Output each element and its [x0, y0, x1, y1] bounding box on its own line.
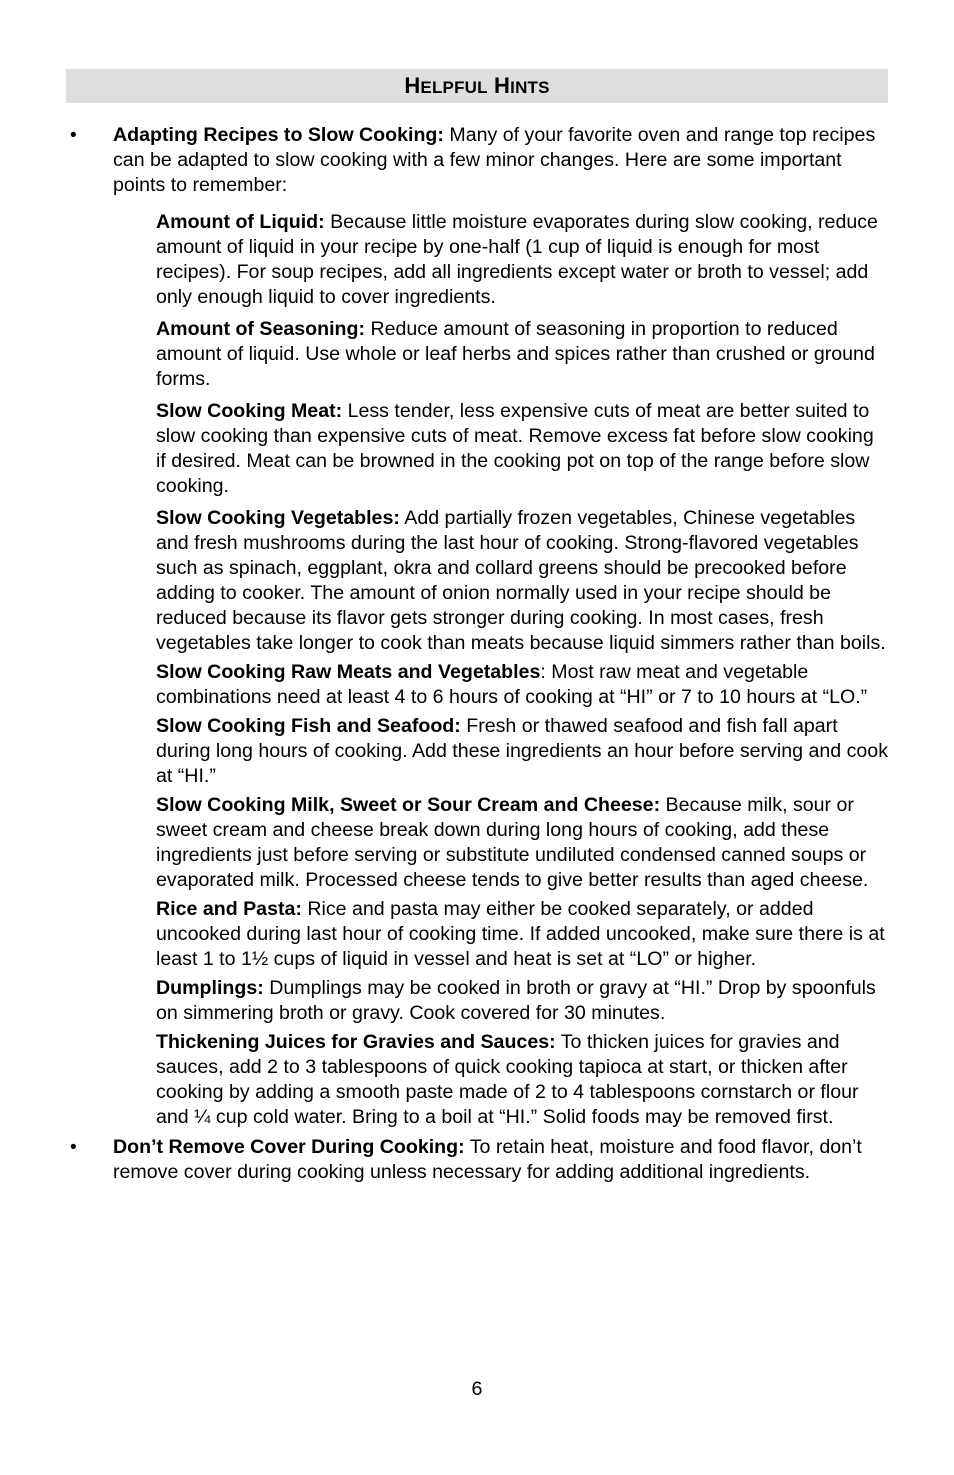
sub-heading: Slow Cooking Fish and Seafood: — [156, 715, 461, 737]
sub-heading: Rice and Pasta: — [156, 898, 302, 920]
sub-item-fish-and-seafood — [156, 714, 888, 789]
sub-item-amount-of-liquid — [156, 210, 888, 310]
hints-content — [66, 123, 888, 1185]
sub-text: Dumplings may be cooked in broth or gravy at “HI.” Drop by spoonfuls on simmering broth or gravy. Cook covered for 30 minutes. — [156, 977, 876, 1024]
hint-bullet-dont-remove-cover — [66, 1135, 888, 1185]
section-title-banner — [66, 69, 888, 103]
bullet-mark: • — [70, 125, 77, 146]
hint-heading: Don’t Remove Cover During Cooking: — [113, 1136, 465, 1158]
sub-item-dumplings — [156, 976, 888, 1026]
title-rest-2: INTS — [510, 78, 550, 97]
sub-item-milk-cream-cheese — [156, 793, 888, 893]
sub-heading: Slow Cooking Raw Meats and Vegetables — [156, 661, 541, 683]
sub-text: Because little moisture evaporates during slow cooking, reduce amount of liquid in your recipe by one-half (1 cup of liquid is enough for most recipes). For soup recipes, add all ingredients except water or broth to vessel; add only enough liquid to cover ingredients. — [156, 211, 878, 308]
sub-text: Rice and pasta may either be cooked separately, or added uncooked during last hour of cooking time. If added uncooked, make sure there is at least 1 to 1½ cups of liquid in vessel and heat is set at “LO” or higher. — [156, 898, 885, 970]
hint-bullet-adapting-recipes — [66, 123, 888, 198]
sub-item-slow-cooking-meat — [156, 399, 888, 499]
title-rest-1: ELPFUL — [420, 78, 488, 97]
bullet-mark: • — [70, 1137, 77, 1158]
sub-heading: Thickening Juices for Gravies and Sauces: — [156, 1031, 556, 1053]
sub-item-thickening-juices — [156, 1030, 888, 1130]
hint-text: Many of your favorite oven and range top recipes can be adapted to slow cooking with a few minor changes. Here are some important points to remember: — [113, 124, 876, 196]
title-cap-2: H — [494, 73, 511, 98]
sub-item-raw-meats-and-vegetables — [156, 660, 888, 710]
sub-text: Fresh or thawed seafood and fish fall apart during long hours of cooking. Add these ingredients an hour before serving and cook at “HI.” — [156, 715, 888, 787]
sub-text: Add partially frozen vegetables, Chinese vegetables and fresh mushrooms during the last hour of cooking. Strong-flavored vegetables such as spinach, eggplant, okra and collard greens should be precooked before adding to cooker. The amount of onion normally used in your recipe should be reduced because its flavor gets stronger during cooking. In most cases, fresh vegetables take longer to cook than meats because liquid simmers rather than boils. — [156, 507, 886, 654]
hint-heading: Adapting Recipes to Slow Cooking: — [113, 124, 444, 146]
sub-heading: Amount of Liquid: — [156, 211, 325, 233]
sub-item-slow-cooking-vegetables — [156, 506, 888, 656]
sub-text: To thicken juices for gravies and sauces, add 2 to 3 tablespoons of quick cooking tapioca at start, or thicken after cooking by adding a smooth paste made of 2 to 4 tablespoons cornstarch or flour and ¼ cup cold water. Bring to a boil at “HI.” Solid foods may be removed first. — [156, 1031, 859, 1128]
sub-item-amount-of-seasoning — [156, 317, 888, 392]
sub-text: Less tender, less expensive cuts of meat are better suited to slow cooking than expensive cuts of meat. Remove excess fat before slow cooking if desired. Meat can be browned in the cooking pot on top of the range before slow cooking. — [156, 400, 874, 497]
sub-text: : Most raw meat and vegetable combinations need at least 4 to 6 hours of cooking at “HI” or 7 to 10 hours at “LO.” — [156, 661, 868, 708]
title-cap-1: H — [404, 73, 421, 98]
sub-heading: Slow Cooking Vegetables: — [156, 507, 400, 529]
sub-heading: Slow Cooking Meat: — [156, 400, 343, 422]
sub-text: Reduce amount of seasoning in proportion to reduced amount of liquid. Use whole or leaf herbs and spices rather than crushed or ground forms. — [156, 318, 875, 390]
sub-text: Because milk, sour or sweet cream and cheese break down during long hours of cooking, add these ingredients just before serving or substitute undiluted condensed canned soups or evaporated milk. Processed cheese tends to give better results than aged cheese. — [156, 794, 869, 891]
sub-heading: Dumplings: — [156, 977, 264, 999]
sub-item-rice-and-pasta — [156, 897, 888, 972]
page-number: 6 — [471, 1378, 483, 1400]
hint-text: To retain heat, moisture and food flavor, don’t remove cover during cooking unless necessary for adding additional ingredients. — [113, 1136, 862, 1183]
sub-heading: Amount of Seasoning: — [156, 318, 365, 340]
sub-heading: Slow Cooking Milk, Sweet or Sour Cream and Cheese: — [156, 794, 661, 816]
